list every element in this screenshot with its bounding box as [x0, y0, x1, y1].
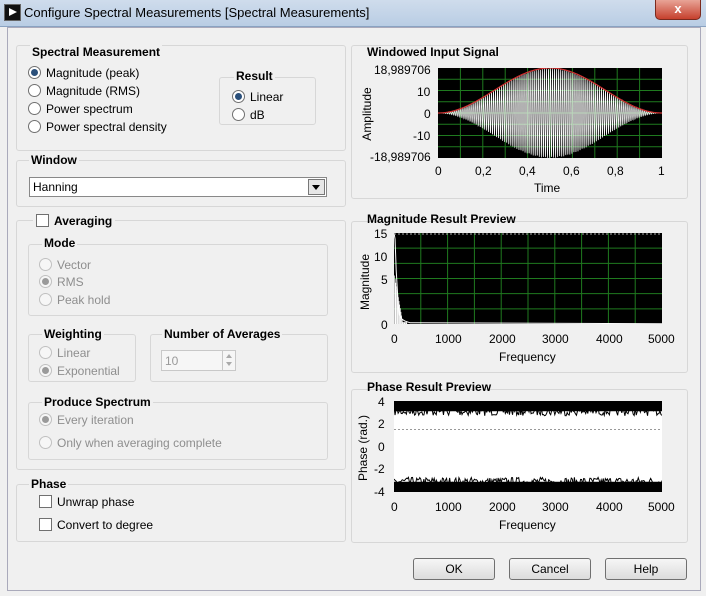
- radio-label: Exponential: [57, 364, 120, 378]
- windowed-input-plot: [438, 68, 662, 158]
- convert-degree-checkbox[interactable]: [39, 518, 153, 534]
- checkbox-box: [39, 495, 52, 508]
- signal-trace: [438, 68, 662, 158]
- radio-label: RMS: [57, 275, 84, 289]
- radio-label: Vector: [57, 258, 92, 272]
- radio-mode-rms[interactable]: [39, 275, 84, 291]
- chart2-ytick: 15: [374, 227, 388, 241]
- chart1-ytick: 18,989706: [374, 63, 431, 77]
- chart1-title: Windowed Input Signal: [367, 45, 499, 59]
- radio-result-linear[interactable]: [232, 90, 283, 106]
- radio-dot: [28, 84, 41, 97]
- chart3-ylabel: Phase (rad.): [356, 414, 370, 482]
- help-button[interactable]: Help: [605, 558, 687, 580]
- chart3-xtick: 0: [391, 500, 398, 514]
- radio-result-db[interactable]: [232, 108, 265, 124]
- window-select[interactable]: [29, 177, 327, 197]
- radio-label: dB: [250, 108, 265, 122]
- chart1-xtick: 0,4: [519, 164, 536, 178]
- chart2-xtick: 1000: [435, 332, 462, 346]
- radio-power-spectral-density[interactable]: [28, 120, 167, 136]
- window-select-value: Hanning: [33, 180, 78, 194]
- radio-label: Every iteration: [57, 413, 134, 427]
- checkbox-box: [39, 518, 52, 531]
- chart2-ytick: 0: [381, 318, 388, 332]
- checkbox-label: Convert to degree: [57, 518, 154, 532]
- chart3-svg: [394, 401, 662, 492]
- averaging-label: Averaging: [54, 214, 113, 228]
- radio-dot: [39, 275, 52, 288]
- radio-label: Peak hold: [57, 293, 111, 307]
- chart3-ytick: -2: [374, 462, 385, 476]
- chart1-ytick: -18,989706: [370, 150, 431, 164]
- radio-dot: [39, 436, 52, 449]
- radio-power-spectrum[interactable]: [28, 102, 133, 118]
- chart1-ylabel: Amplitude: [360, 87, 374, 141]
- radio-dot: [28, 66, 41, 79]
- chart1-xtick: 0: [435, 164, 442, 178]
- labview-app-icon: [4, 4, 21, 21]
- phase-preview-plot: [394, 401, 662, 492]
- radio-label: Power spectrum: [46, 102, 133, 116]
- window-title: Configure Spectral Measurements [Spectral Measurements]: [24, 5, 370, 20]
- num-averages-title: Number of Averages: [164, 327, 281, 341]
- result-title: Result: [236, 69, 273, 83]
- radio-weighting-linear[interactable]: [39, 346, 90, 362]
- chart3-xlabel: Frequency: [499, 518, 556, 532]
- chart3-xtick: 4000: [596, 500, 623, 514]
- num-averages-input[interactable]: [161, 350, 236, 371]
- radio-weighting-exponential[interactable]: [39, 364, 120, 380]
- radio-label: Only when averaging complete: [57, 436, 222, 450]
- chart2-ylabel: Magnitude: [358, 253, 372, 311]
- radio-magnitude-rms[interactable]: [28, 84, 140, 100]
- mode-title: Mode: [44, 236, 76, 250]
- spinner-arrows-icon[interactable]: [222, 351, 235, 370]
- chart1-xlabel: Time: [534, 181, 561, 195]
- chart2-xtick: 0: [391, 332, 398, 346]
- radio-dot: [39, 346, 52, 359]
- radio-dot: [39, 293, 52, 306]
- chart2-xtick: 4000: [596, 332, 623, 346]
- magnitude-preview-plot: [394, 233, 662, 324]
- chart1-ytick: 10: [417, 85, 431, 99]
- radio-mode-vector[interactable]: [39, 258, 91, 274]
- chart1-svg: [438, 68, 662, 158]
- radio-dot: [28, 120, 41, 133]
- radio-every-iteration[interactable]: [39, 413, 134, 429]
- chart1-xtick: 0,2: [475, 164, 492, 178]
- radio-label: Linear: [250, 90, 284, 104]
- radio-label: Linear: [57, 346, 91, 360]
- radio-label: Magnitude (RMS): [46, 84, 141, 98]
- checkbox-label: Unwrap phase: [57, 495, 135, 509]
- radio-magnitude-peak[interactable]: [28, 66, 139, 82]
- chart3-title: Phase Result Preview: [367, 380, 492, 394]
- radio-dot: [39, 258, 52, 271]
- chart3-ytick: 4: [378, 395, 385, 409]
- unwrap-phase-checkbox[interactable]: [39, 495, 134, 511]
- checkbox-box: [36, 214, 49, 227]
- chart3-xtick: 2000: [489, 500, 516, 514]
- chart2-ytick: 10: [374, 250, 388, 264]
- num-averages-value: 10: [165, 354, 179, 368]
- chart1-xtick: 0,8: [607, 164, 624, 178]
- chart2-ytick: 5: [381, 273, 388, 287]
- chart3-xtick: 1000: [435, 500, 462, 514]
- chart2-xtick: 3000: [542, 332, 569, 346]
- chart3-xtick: 5000: [648, 500, 675, 514]
- chart1-xtick: 0,6: [563, 164, 580, 178]
- produce-spectrum-title: Produce Spectrum: [44, 395, 151, 409]
- chart3-xtick: 3000: [542, 500, 569, 514]
- weighting-title: Weighting: [44, 327, 102, 341]
- radio-when-complete[interactable]: [39, 436, 222, 452]
- chart1-xtick: 1: [658, 164, 665, 178]
- radio-dot: [39, 413, 52, 426]
- chart2-xtick: 2000: [489, 332, 516, 346]
- ok-button[interactable]: OK: [413, 558, 495, 580]
- chart3-ytick: -4: [374, 485, 385, 499]
- chart1-ytick: -10: [413, 129, 431, 143]
- radio-label: Power spectral density: [46, 120, 167, 134]
- dialog-body: [7, 27, 701, 591]
- radio-dot: [28, 102, 41, 115]
- cancel-button[interactable]: Cancel: [509, 558, 591, 580]
- chart3-ytick: 2: [378, 417, 385, 431]
- radio-dot: [232, 90, 245, 103]
- radio-dot: [39, 364, 52, 377]
- radio-label: Magnitude (peak): [46, 66, 140, 80]
- chart1-ytick: 0: [424, 107, 431, 121]
- spectral-measurement-title: Spectral Measurement: [32, 45, 161, 59]
- chart2-xlabel: Frequency: [499, 350, 556, 364]
- averaging-checkbox[interactable]: [33, 214, 115, 230]
- chart2-title: Magnitude Result Preview: [367, 212, 516, 226]
- chart2-xtick: 5000: [648, 332, 675, 346]
- radio-dot: [232, 108, 245, 121]
- radio-mode-peak-hold[interactable]: [39, 293, 110, 309]
- phase-title: Phase: [31, 477, 67, 491]
- chart2-svg: [394, 233, 662, 324]
- chevron-down-icon[interactable]: [308, 179, 325, 195]
- title-bar: [0, 0, 706, 27]
- window-group-title: Window: [31, 153, 77, 167]
- chart3-ytick: 0: [378, 440, 385, 454]
- close-button[interactable]: x: [655, 0, 701, 20]
